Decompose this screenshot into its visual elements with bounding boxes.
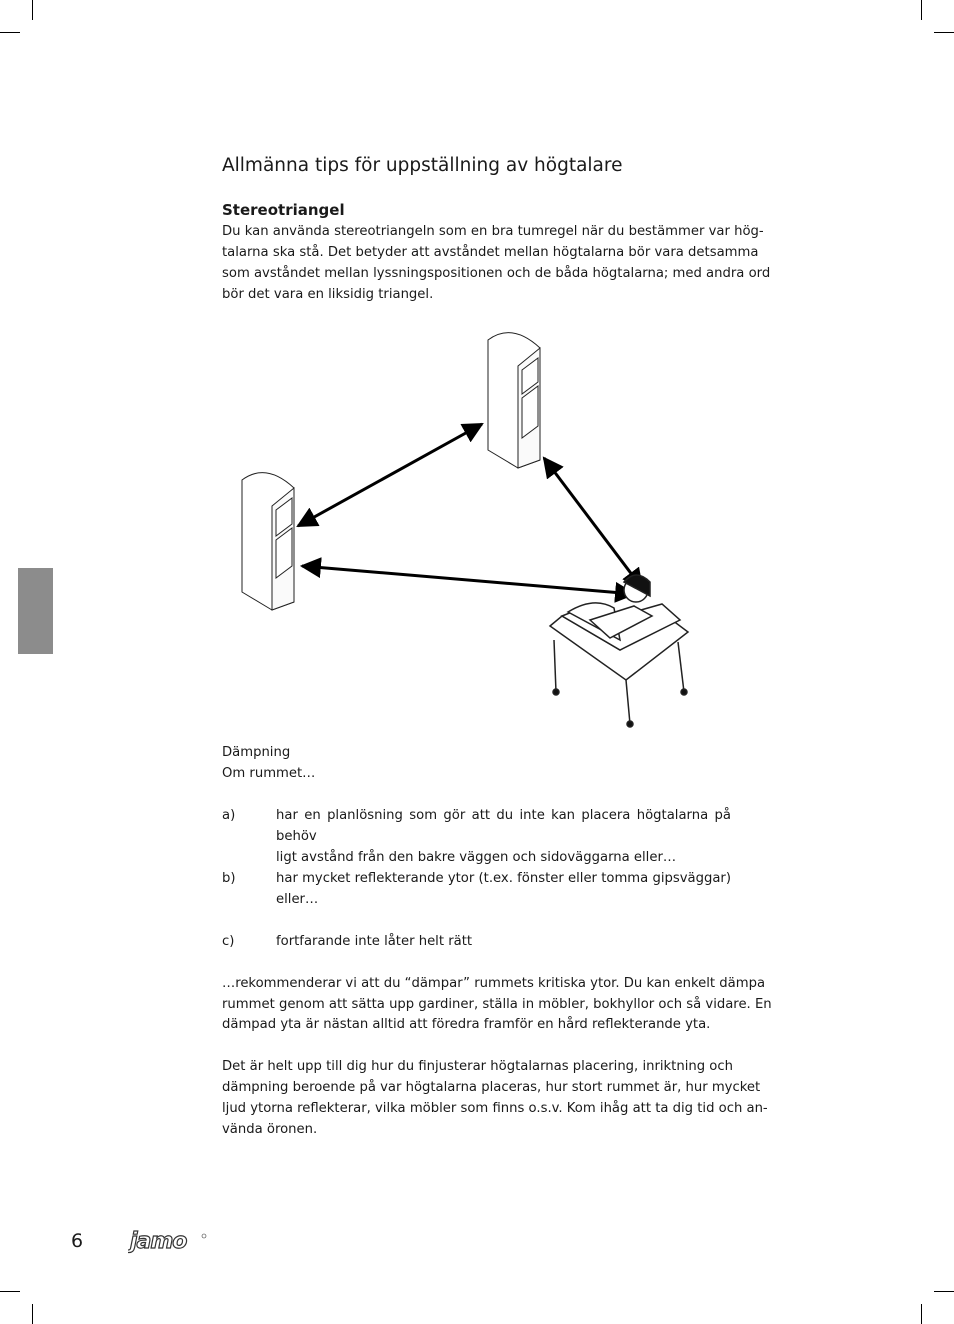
text-line: bör det vara en liksidig triangel.	[222, 287, 434, 302]
text-line: Det är helt upp till dig hur du finjusterar högtalarnas placering, inriktning och	[222, 1059, 733, 1074]
text-line: …rekommenderar vi att du “dämpar” rummets kritiska ytor. Du kan enkelt dämpa	[222, 976, 766, 991]
text-line: rummet genom att sätta upp gardiner, ställa in möbler, bokhyllor och så vidare. En	[222, 997, 772, 1012]
crop-mark	[0, 32, 20, 33]
list-marker: a)	[222, 808, 236, 823]
list-item	[276, 931, 731, 952]
text-line: som avståndet mellan lyssningspositionen och de båda högtalarna; med andra ord	[222, 266, 771, 281]
crop-mark	[921, 0, 922, 20]
listener-in-chair	[550, 575, 688, 727]
damping-intro: Om rummet…	[222, 766, 316, 781]
speaker-left	[242, 473, 294, 610]
text-line: dämpning beroende på var högtalarna placeras, hur stort rummet är, hur mycket	[222, 1080, 761, 1095]
page-number: 6	[71, 1230, 84, 1252]
text-line: Du kan använda stereotriangeln som en bra tumregel när du bestämmer var hög-	[222, 224, 764, 239]
crop-mark	[0, 1291, 20, 1292]
text-line: talarna ska stå. Det betyder att avståndet mellan högtalarna bör vara detsamma	[222, 245, 759, 260]
crop-mark	[32, 0, 33, 20]
list-marker: b)	[222, 871, 236, 886]
crop-mark	[921, 1304, 922, 1324]
text-line: har en planlösning som gör att du inte kan placera högtalarna på behöv	[276, 808, 731, 844]
arrow-left-to-listener	[302, 566, 634, 594]
text-line: ligt avstånd från den bakre väggen och sidoväggarna eller…	[276, 850, 677, 865]
page-title: Allmänna tips för uppställning av högtalare	[222, 155, 623, 176]
text-line: ljud ytorna reflekterar, vilka möbler som finns o.s.v. Kom ihåg att ta dig tid och an-	[222, 1101, 768, 1116]
chapter-tab	[18, 568, 53, 654]
jamo-logo	[128, 1226, 208, 1256]
arrow-right-to-listener	[544, 458, 642, 588]
arrow-speaker-to-speaker	[298, 424, 482, 526]
section-title: Stereotriangel	[222, 201, 345, 219]
text-line: fortfarande inte låter helt rätt	[276, 934, 473, 949]
text-line: dämpad yta är nästan alltid att föredra framför en hård reflekterande yta.	[222, 1017, 711, 1032]
crop-mark	[934, 32, 954, 33]
text-line: vända öronen.	[222, 1122, 318, 1137]
svg-text:jamo: jamo	[130, 1229, 187, 1254]
speaker-right	[488, 333, 540, 468]
damping-title: Dämpning	[222, 745, 291, 760]
list-marker: c)	[222, 934, 235, 949]
list-item	[276, 805, 731, 868]
stereo-triangle-illustration	[222, 320, 702, 740]
text-line: eller…	[276, 892, 319, 907]
list-item	[276, 868, 731, 910]
crop-mark	[934, 1291, 954, 1292]
text-line: har mycket reflekterande ytor (t.ex. fönster eller tomma gipsväggar)	[276, 871, 731, 886]
crop-mark	[32, 1304, 33, 1324]
